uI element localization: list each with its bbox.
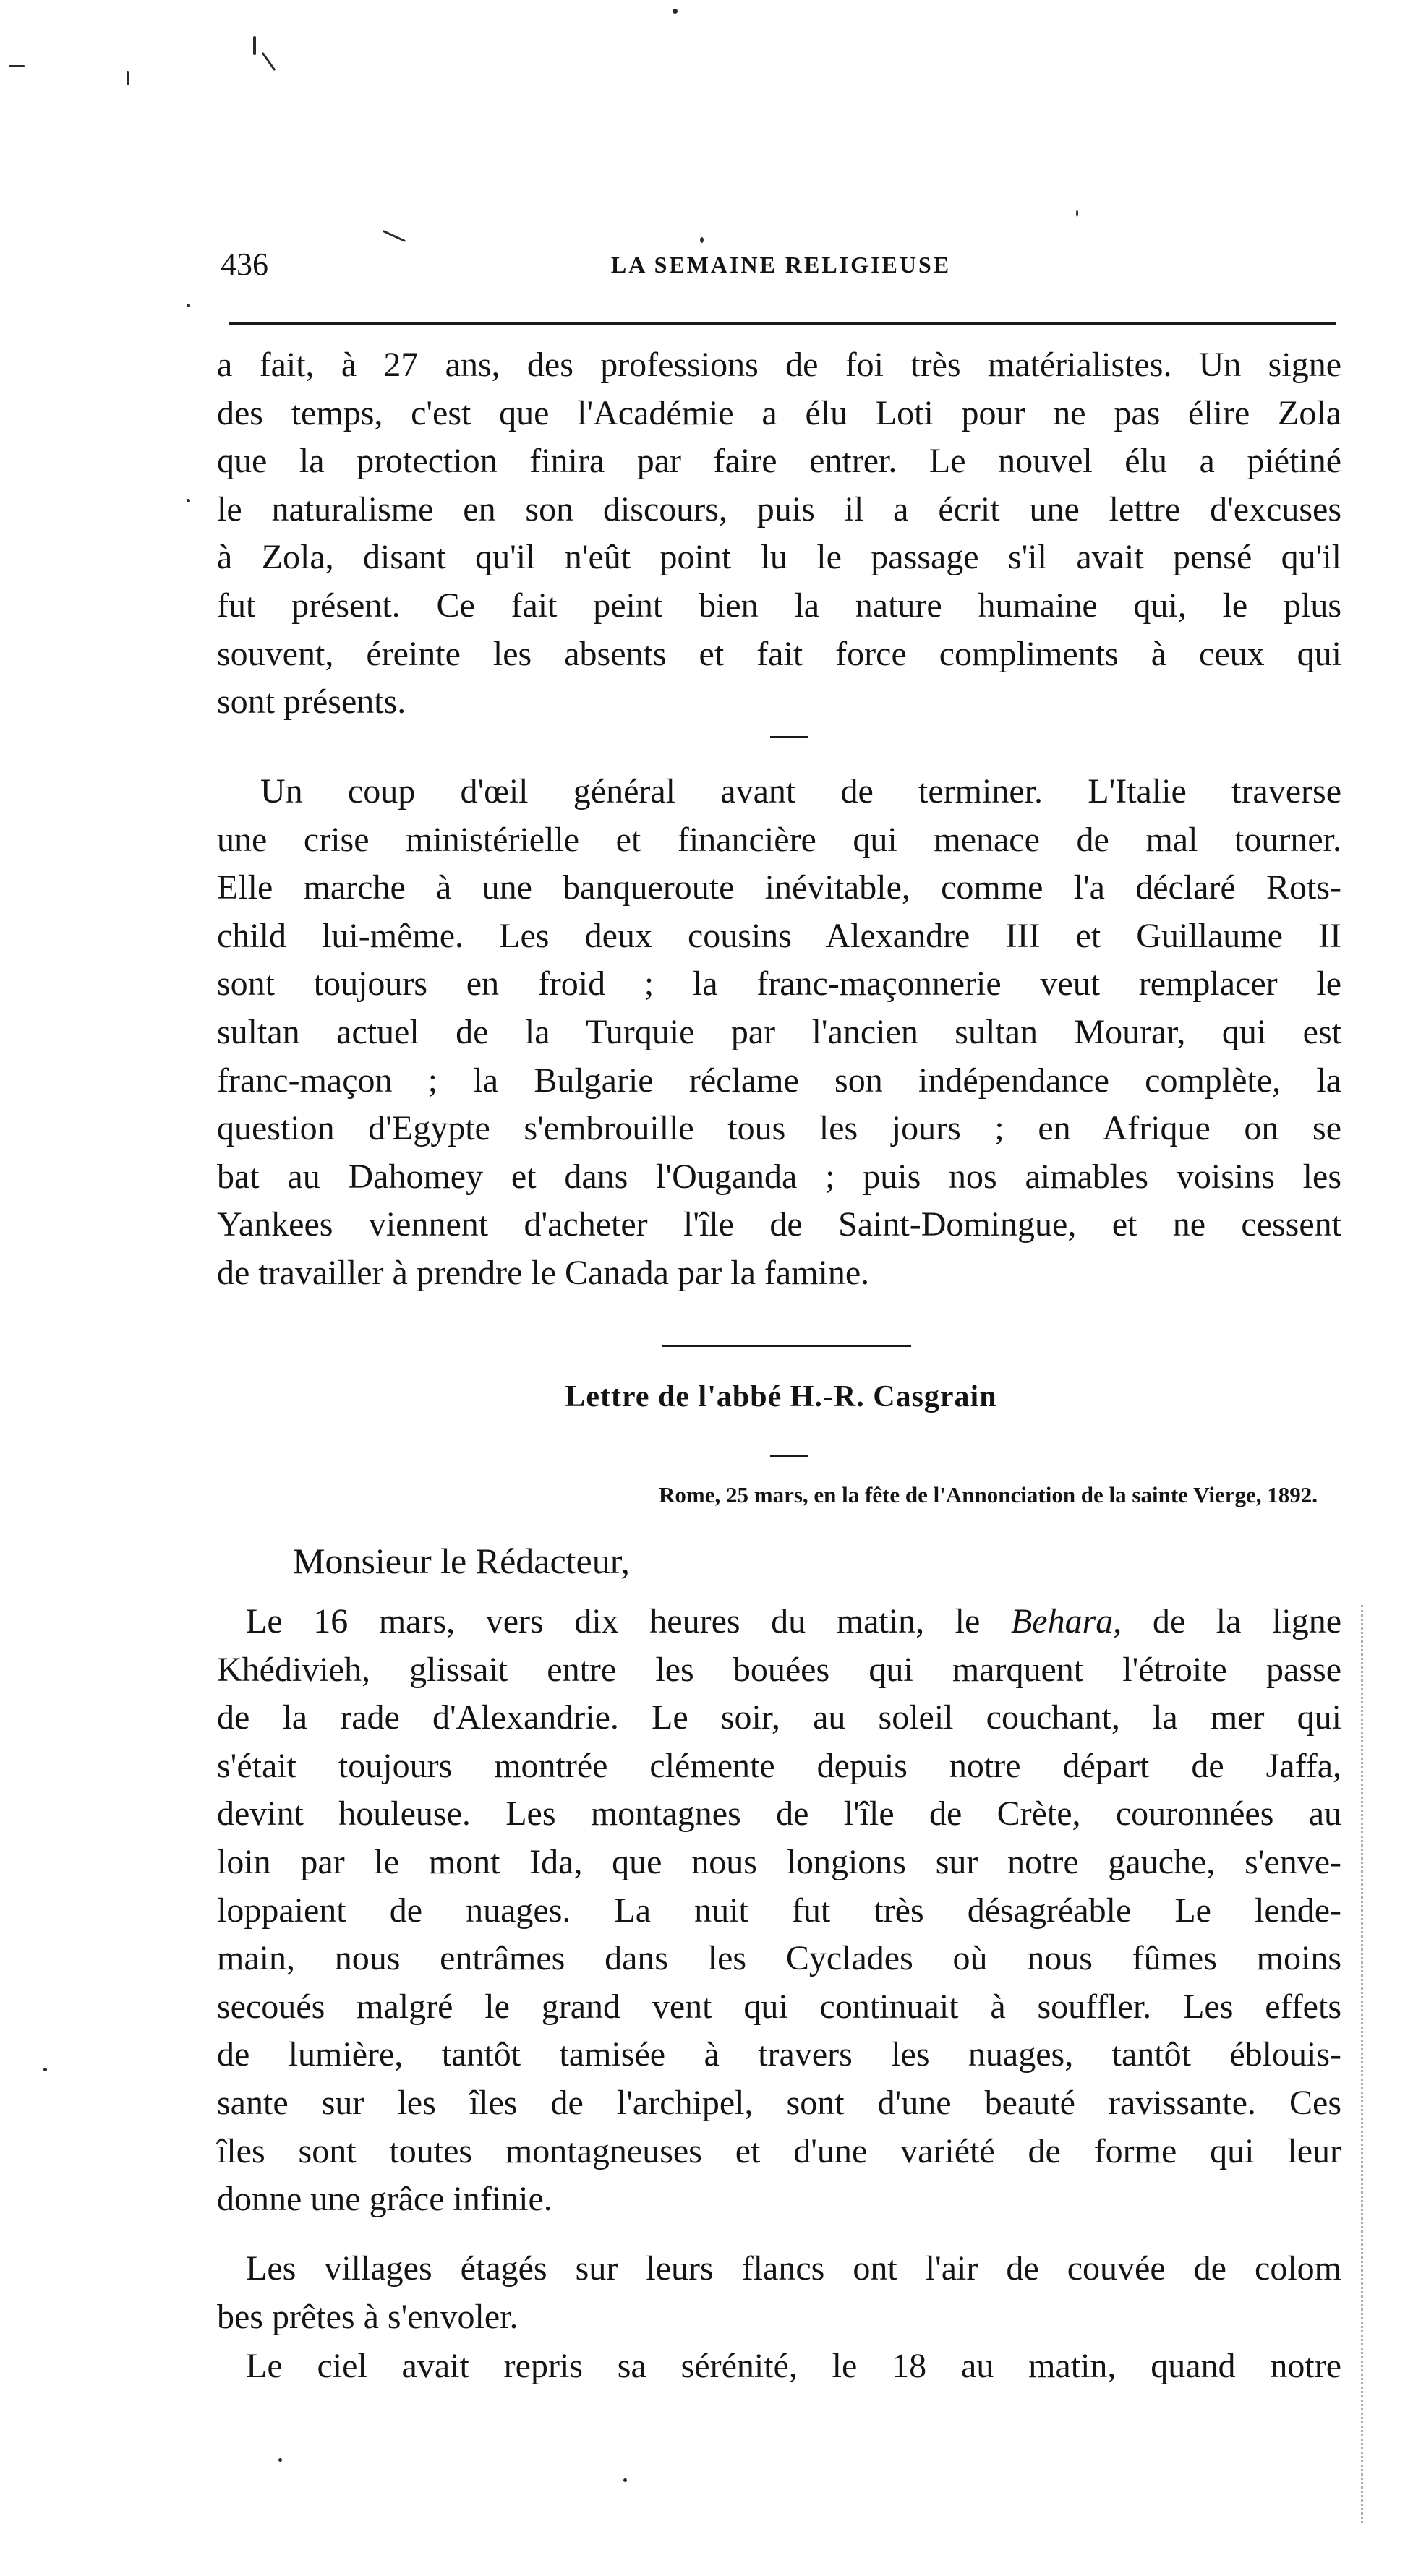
text-line: bat au Dahomey et dans l'Ouganda ; puis nos aimables voisins les — [217, 1157, 1341, 1196]
text-line: que la protection finira par faire entrer. Le nouvel élu a piétiné — [217, 442, 1341, 481]
text-line: îles sont toutes montagneuses et d'une variété de forme qui leur — [217, 2131, 1341, 2170]
paragraph-3 — [217, 1598, 1341, 2224]
scan-speck — [127, 71, 129, 85]
text-line: Un coup d'œil général avant de terminer. L'Italie traverse — [260, 772, 1341, 810]
scan-speck — [187, 499, 190, 502]
text-line: souvent, éreinte les absents et fait force compliments à ceux qui — [217, 634, 1341, 673]
letter-salutation: Monsieur le Rédacteur, — [293, 1541, 630, 1581]
text-line: devint houleuse. Les montagnes de l'île de Crète, couronnées au — [217, 1794, 1341, 1833]
scan-speck — [278, 2458, 282, 2462]
text-line: question d'Egypte s'embrouille tous les jours ; en Afrique on se — [217, 1109, 1341, 1148]
text-line: s'était toujours montrée clémente depuis notre départ de Jaffa, — [217, 1746, 1341, 1785]
scan-speck — [700, 237, 704, 243]
text-line: le naturalisme en son discours, puis il a écrit une lettre d'excuses — [217, 489, 1341, 529]
ship-name: Behara — [1010, 1602, 1114, 1640]
scan-speck — [253, 36, 256, 55]
scan-speck — [187, 304, 190, 307]
text-line: fut présent. Ce fait peint bien la nature humaine qui, le plus — [217, 586, 1341, 625]
section-rule — [662, 1345, 911, 1347]
text-line: child lui-même. Les deux cousins Alexandre III et Guillaume II — [217, 916, 1341, 955]
running-title: LA SEMAINE RELIGIEUSE — [610, 252, 952, 278]
scan-speck — [673, 9, 678, 14]
text-line: a fait, à 27 ans, des professions de foi très matérialistes. Un signe — [217, 346, 1341, 384]
text-line: bes prêtes à s'envoler. — [217, 2297, 518, 2336]
scan-speck — [383, 230, 406, 242]
page-number: 436 — [221, 247, 268, 282]
text-line: Elle marche à une banqueroute inévitable, comme l'a déclaré Rots- — [217, 868, 1341, 907]
text-line: Le ciel avait repris sa sérénité, le 18 au matin, quand notre — [246, 2347, 1341, 2385]
text-line: de travailler à prendre le Canada par la famine. — [217, 1253, 870, 1292]
text-line: de lumière, tantôt tamisée à travers les nuages, tantôt éblouis- — [217, 2035, 1341, 2074]
text-line: loin par le mont Ida, que nous longions sur notre gauche, s'enve- — [217, 1842, 1341, 1881]
text-line: Khédivieh, glissait entre les bouées qui marquent l'étroite passe — [217, 1650, 1341, 1689]
text-line: sont toujours en froid ; la franc-maçonnerie veut remplacer le — [217, 964, 1341, 1004]
margin-scan-noise — [1345, 1605, 1363, 2523]
text-line: Les villages étagés sur leurs flancs ont l'air de couvée de colom — [246, 2249, 1341, 2288]
text-line: des temps, c'est que l'Académie a élu Loti pour ne pas élire Zola — [217, 393, 1341, 432]
paragraph-5 — [217, 2342, 1341, 2391]
scan-speck — [43, 2068, 47, 2071]
scan-speck — [1076, 210, 1078, 217]
text-line: Le 16 mars, vers dix heures du matin, le Behara, de la ligne — [246, 1602, 1341, 1640]
separator-dash — [770, 736, 808, 738]
text-line: une crise ministérielle et financière qui menace de mal tourner. — [217, 820, 1341, 859]
scan-speck — [262, 52, 276, 71]
text-line: à Zola, disant qu'il n'eût point lu le passage s'il avait pensé qu'il — [217, 538, 1341, 577]
text-line: donne une grâce infinie. — [217, 2180, 552, 2219]
text-line: main, nous entrâmes dans les Cyclades où nous fûmes moins — [217, 1939, 1341, 1978]
header-rule — [229, 322, 1336, 325]
text-line: de la rade d'Alexandrie. Le soir, au soleil couchant, la mer qui — [217, 1698, 1341, 1737]
text-line: sultan actuel de la Turquie par l'ancien sultan Mourar, qui est — [217, 1012, 1341, 1051]
letter-title: Lettre de l'abbé H.-R. Casgrain — [565, 1380, 997, 1413]
page-header — [221, 246, 1341, 296]
scan-speck — [9, 65, 25, 67]
scan-speck — [623, 2478, 627, 2482]
text-line: sante sur les îles de l'archipel, sont d'une beauté ravissante. Ces — [217, 2083, 1341, 2122]
text-line: franc-maçon ; la Bulgarie réclame son indépendance complète, la — [217, 1061, 1341, 1100]
paragraph-1 — [217, 341, 1341, 727]
letter-dateline: Rome, 25 mars, en la fête de l'Annonciation de la sainte Vierge, 1892. — [659, 1482, 1318, 1507]
text-line: sont présents. — [217, 682, 406, 722]
text-line: Yankees viennent d'acheter l'île de Saint-Domingue, et ne cessent — [217, 1205, 1341, 1244]
text-line: loppaient de nuages. La nuit fut très désagréable Le lende- — [217, 1891, 1341, 1930]
paragraph-2 — [217, 768, 1341, 1298]
paragraph-4 — [217, 2245, 1341, 2341]
text-line: secoués malgré le grand vent qui continuait à souffler. Les effets — [217, 1987, 1341, 2026]
separator-dash — [770, 1455, 808, 1457]
